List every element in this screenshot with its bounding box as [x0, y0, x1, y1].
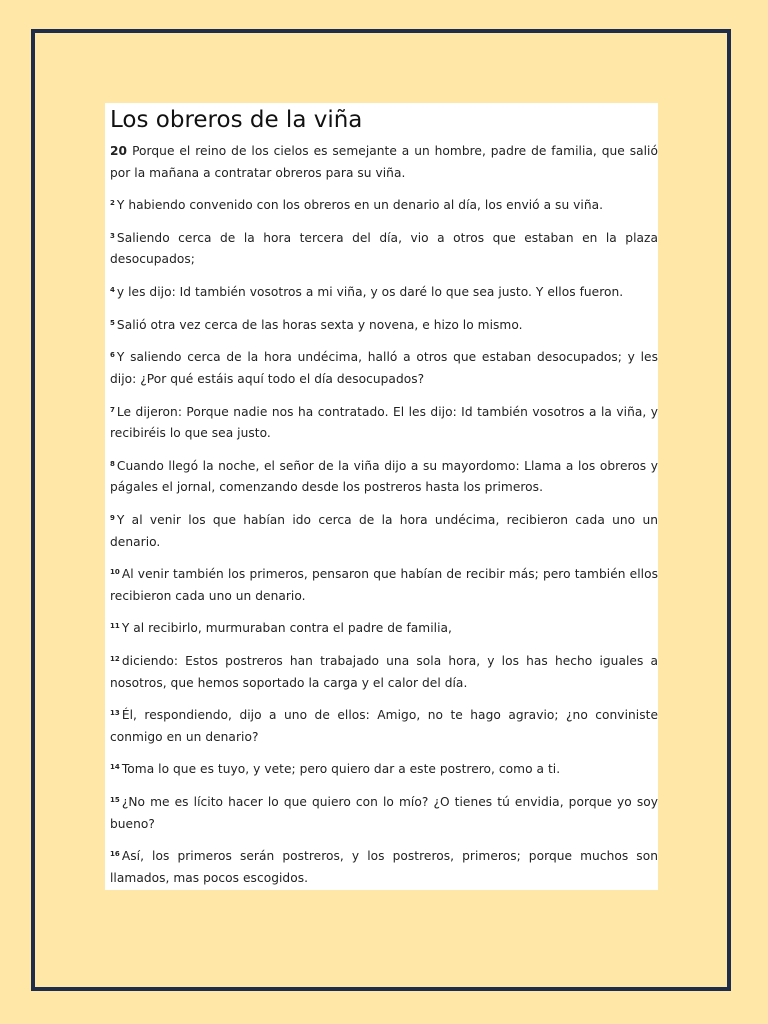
verse-10: [110, 562, 658, 607]
verse-text: Y al recibirlo, murmuraban contra el padre de familia,: [121, 621, 452, 636]
verse-13: [110, 703, 658, 748]
verse-number: 7: [110, 405, 115, 414]
verse-11: [110, 616, 658, 640]
verse-number: 15: [110, 796, 120, 805]
verse-number: 9: [110, 514, 115, 522]
verse-5: [110, 313, 658, 337]
verse-6: [110, 345, 658, 390]
verse-text: y les dijo: Id también vosotros a mi viña, y os daré lo que sea justo. Y ellos fueron.: [116, 285, 624, 300]
verse-number: 12: [110, 655, 120, 664]
verse-8: [110, 454, 658, 499]
verse-text: Porque el reino de los cielos es semejante a un hombre, padre de familia, que salió por la mañana a contratar obreros para su viña.: [110, 144, 658, 180]
verse-number: 13: [110, 709, 120, 718]
verse-number: 20: [110, 144, 128, 158]
verse-4: [110, 280, 658, 304]
verse-text: Le dijeron: Porque nadie nos ha contratado. El les dijo: Id también vosotros a la viña, y recibiréis lo que sea justo.: [110, 404, 658, 441]
verse-number: 8: [110, 459, 115, 468]
verse-number: 16: [110, 850, 120, 859]
verse-number: 5: [110, 318, 115, 327]
verse-text: Toma lo que es tuyo, y vete; pero quiero dar a este postrero, como a ti.: [121, 762, 561, 777]
verse-2: [110, 193, 658, 217]
verse-number: 14: [110, 763, 120, 772]
verse-15: [110, 790, 658, 835]
verse-text: Saliendo cerca de la hora tercera del día, vio a otros que estaban en la plaza desocupados;: [110, 230, 658, 267]
verse-9: [110, 508, 658, 553]
verse-text: Al venir también los primeros, pensaron que habían de recibir más; pero también ellos recibieron cada uno un denario.: [110, 567, 658, 603]
verse-text: Así, los primeros serán postreros, y los postreros, primeros; porque muchos son llamados, mas pocos escogidos.: [110, 849, 658, 885]
verse-1: [110, 141, 658, 184]
verse-number: 10: [110, 568, 120, 577]
verse-text: Salió otra vez cerca de las horas sexta y novena, e hizo lo mismo.: [116, 317, 523, 332]
verse-7: [110, 400, 658, 445]
document-title: Los obreros de la viña: [110, 107, 363, 133]
verse-number: 3: [110, 231, 115, 240]
document-page: [105, 103, 658, 890]
verse-3: [110, 226, 658, 271]
verse-14: [110, 757, 658, 781]
verse-text: Él, respondiendo, dijo a uno de ellos: Amigo, no te hago agravio; ¿no conviniste conmigo en un denario?: [110, 708, 658, 744]
verse-12: [110, 649, 658, 694]
verse-text: diciendo: Estos postreros han trabajado una sola hora, y los has hecho iguales a nosotros, que hemos soportado la carga y el calor del día.: [110, 654, 658, 690]
verse-number: 4: [110, 286, 115, 295]
verse-number: 2: [110, 199, 115, 208]
verse-text: Y saliendo cerca de la hora undécima, halló a otros que estaban desocupados; y les dijo: ¿Por qué estáis aquí todo el día desocupados?: [110, 350, 658, 386]
verse-16: [110, 844, 658, 889]
verse-text: Y al venir los que habían ido cerca de la hora undécima, recibieron cada uno un denario.: [110, 513, 658, 549]
verse-text: Y habiendo convenido con los obreros en un denario al día, los envió a su viña.: [116, 198, 604, 213]
verse-number: 6: [110, 351, 115, 360]
verse-text: ¿No me es lícito hacer lo que quiero con lo mío? ¿O tienes tú envidia, porque yo soy bueno?: [110, 795, 658, 831]
verse-text: Cuando llegó la noche, el señor de la viña dijo a su mayordomo: Llama a los obreros y págales el jornal, comenzando desde los postreros hasta los primeros.: [110, 458, 658, 495]
verse-number: 11: [110, 622, 120, 631]
